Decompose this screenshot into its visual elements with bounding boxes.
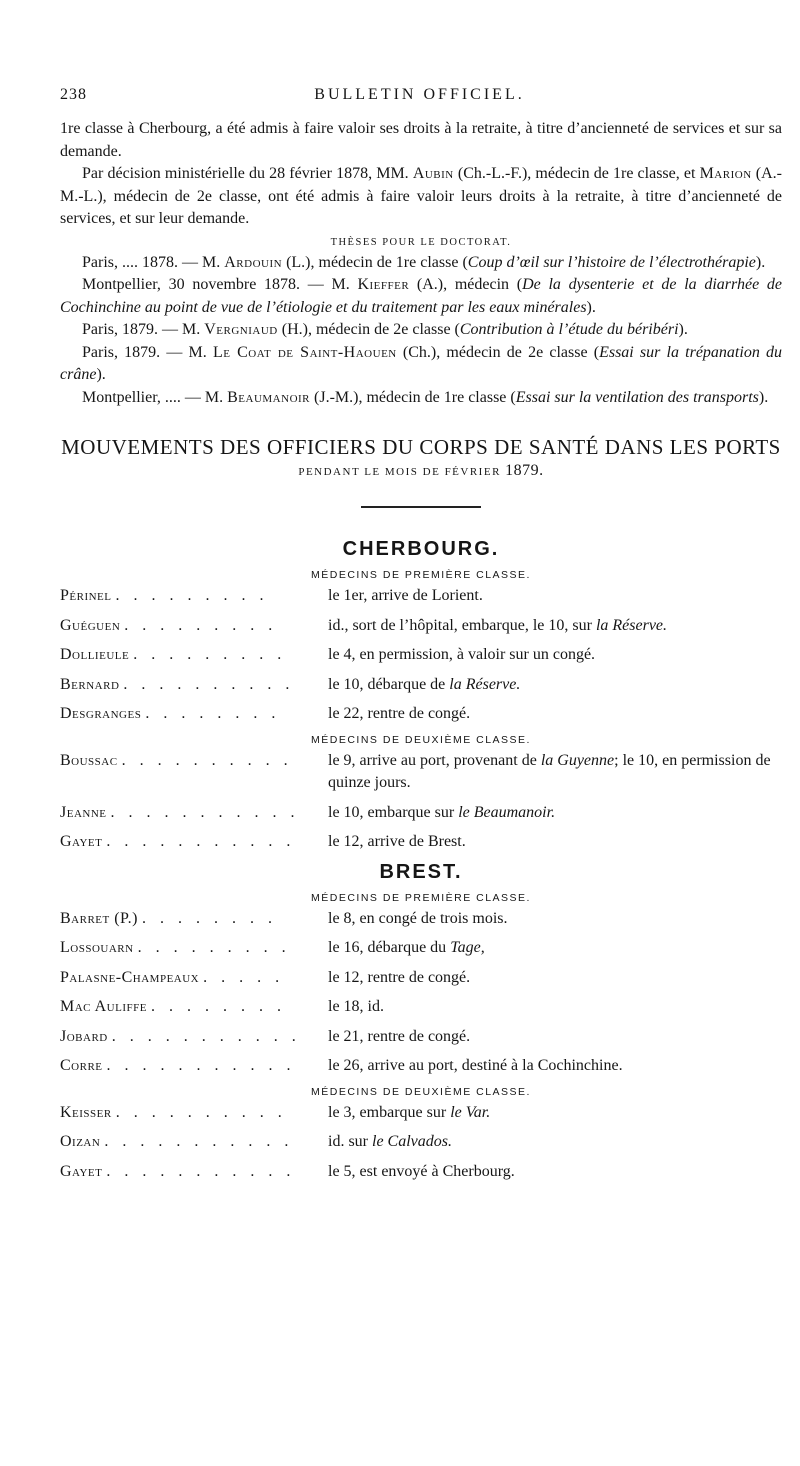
officer-entry: [60, 831, 782, 854]
officer-name-cell: [60, 674, 328, 697]
text-run: id. sur: [328, 1133, 372, 1150]
officer-name-cell: [60, 1161, 328, 1184]
movement-detail: [328, 674, 782, 697]
text-run: 1re classe à Cherbourg, a été admis à faire valoir ses droits à la retraite, à titre d’ancienneté de services et sur sa demande.: [60, 120, 782, 160]
officer-entry: [60, 703, 782, 726]
officer-entry: [60, 967, 782, 990]
leader-dots: . . . . . . . . .: [137, 939, 291, 956]
page-number: 238: [60, 86, 87, 103]
text-run: Montpellier, 30 novembre 1878. — M.: [82, 276, 358, 293]
officer-entry: [60, 674, 782, 697]
officer-name-cell: [60, 750, 328, 795]
officer-name: Mac Auliffe: [60, 998, 147, 1015]
text-run: le 1er, arrive de Lorient.: [328, 587, 483, 604]
port-heading: BREST.: [379, 860, 463, 883]
officer-entry: [60, 908, 782, 931]
text-run: (J.-M.), médecin de 1re classe (: [310, 388, 516, 406]
leader-dots: . . . . . . . . . .: [123, 675, 295, 693]
officer-entry: [60, 802, 782, 825]
officer-entry: [60, 1161, 782, 1184]
leader-dots: . . . . . . . . . . .: [111, 1027, 301, 1045]
leader-dots: . . . . . . . .: [150, 998, 286, 1015]
text-run: ).: [758, 388, 769, 406]
officer-name: Jeanne: [60, 803, 107, 821]
text-run: (A.), médecin (: [409, 276, 523, 293]
grade-heading: MÉDECINS DE PREMIÈRE CLASSE.: [311, 891, 531, 904]
text-run: Paris, .... 1878. — M.: [82, 253, 225, 271]
text-run: le 26, arrive au port, destiné à la Cochinchine.: [328, 1057, 623, 1074]
divider-rule: [361, 506, 481, 508]
theses-heading: THÈSES POUR LE DOCTORAT.: [330, 236, 512, 248]
leader-dots: . . . . . . . . . . .: [106, 833, 296, 850]
officer-name-cell: [60, 996, 328, 1019]
leader-dots: . . . . . . . . . .: [121, 751, 293, 769]
text-run: ).: [96, 366, 106, 383]
paragraph: [60, 163, 782, 231]
movement-detail: [328, 1055, 782, 1078]
person-name: Marion: [699, 165, 752, 182]
text-run: le 9, arrive au port, provenant de: [328, 751, 541, 769]
text-run: ).: [678, 321, 688, 338]
text-run: le 21, rentre de congé.: [328, 1027, 471, 1045]
movement-detail: [328, 703, 782, 726]
text-run: le 18, id.: [328, 998, 384, 1015]
thesis-entry: [60, 252, 782, 275]
officer-name: Dollieule: [60, 646, 130, 663]
theses-list: [60, 252, 782, 410]
officer-name-cell: [60, 1131, 328, 1154]
text-run: ; le 10, en permission de quinze jours.: [328, 751, 771, 791]
officer-name-cell: [60, 585, 328, 608]
officer-name-cell: [60, 967, 328, 990]
movement-detail: [328, 750, 782, 795]
text-run: Montpellier, .... — M.: [82, 388, 228, 406]
officer-name: Desgranges: [60, 705, 142, 722]
text-run: le 3, embarque sur: [328, 1103, 451, 1121]
section-title: MOUVEMENTS DES OFFICIERS DU CORPS DE SANTÉ DANS LES PORTS: [61, 435, 781, 459]
text-run: le 4, en permission, à valoir sur un congé.: [328, 646, 596, 663]
text-run: (Ch.), médecin de 2e classe (: [396, 343, 600, 361]
officer-name: Gayet: [60, 1162, 103, 1180]
italic-text: le Beaumanoir.: [458, 803, 556, 821]
text-run: ).: [586, 298, 596, 316]
officer-entry: [60, 1055, 782, 1078]
officer-name: Bernard: [60, 675, 120, 693]
officer-entry: [60, 585, 782, 608]
pendant-year: 1879.: [505, 462, 544, 479]
italic-text: De la dysenterie et de la diarrhée de Cochinchine au point de vue de l’étiologie et du traitement par les eaux minérales: [60, 276, 782, 316]
italic-text: la Guyenne: [540, 751, 615, 769]
officer-name-cell: [60, 802, 328, 825]
thesis-entry: [60, 319, 782, 342]
leader-dots: . . . . . . . . . . .: [106, 1162, 296, 1180]
officer-entry: [60, 1102, 782, 1125]
ports-list: [60, 538, 782, 1183]
person-name: Le Coat de Saint-Haouen: [212, 343, 397, 361]
thesis-entry: [60, 274, 782, 319]
officer-entry: [60, 1131, 782, 1154]
officer-name-cell: [60, 1055, 328, 1078]
officer-name: Périnel: [60, 587, 112, 604]
grade-heading: MÉDECINS DE PREMIÈRE CLASSE.: [311, 569, 531, 581]
leader-dots: . . . . . . . . . . .: [110, 803, 300, 821]
text-run: Par décision ministérielle du 28 février 1878, MM.: [82, 165, 413, 182]
officer-name-cell: [60, 1102, 328, 1125]
officer-name-cell: [60, 615, 328, 638]
officer-name-cell: [60, 703, 328, 726]
text-run: le 16, débarque du: [328, 939, 451, 956]
movement-detail: [328, 1161, 782, 1184]
text-run: (Ch.-L.-F.), médecin de 1re classe, et: [453, 165, 700, 182]
leader-dots: . . . . . . . .: [142, 909, 278, 927]
movement-detail: [328, 831, 782, 854]
movement-detail: [328, 615, 782, 638]
movement-detail: [328, 996, 782, 1019]
text-run: Paris, 1879. — M.: [82, 321, 205, 338]
officer-name: Keisser: [60, 1103, 112, 1121]
grade-heading: MÉDECINS DE DEUXIÈME CLASSE.: [311, 1085, 531, 1098]
text-run: le 10, embarque sur: [328, 803, 459, 821]
italic-text: la Réserve.: [595, 616, 668, 634]
officer-entry: [60, 750, 782, 795]
text-run: le 12, arrive de Brest.: [328, 833, 466, 850]
officer-entry: [60, 937, 782, 960]
movement-detail: [328, 1131, 782, 1154]
officer-name: Palasne-Champeaux: [60, 968, 200, 986]
text-run: le 10, débarque de: [328, 675, 450, 693]
movement-detail: [328, 585, 782, 608]
section-subtitle: [60, 462, 782, 480]
leader-dots: . . . . . . . . .: [133, 646, 287, 663]
text-run: (A.-M.-L.), médecin de 2e classe, ont été admis à faire valoir leurs droits à la retraite, à titre d’ancienneté de services, et sur leur demande.: [60, 165, 782, 227]
leader-dots: . . . . . . . . .: [115, 587, 269, 604]
text-run: ).: [755, 253, 766, 271]
officer-entry: [60, 1026, 782, 1049]
italic-text: Essai sur la ventilation des transports: [515, 388, 759, 406]
italic-text: Tage,: [450, 939, 485, 956]
leader-dots: . . . . .: [203, 968, 285, 986]
leader-dots: . . . . . . . . . . .: [104, 1133, 294, 1150]
officer-name: Oizan: [60, 1133, 101, 1150]
officer-name: Lossouarn: [60, 939, 134, 956]
italic-text: la Réserve.: [449, 675, 521, 693]
movement-detail: [328, 908, 782, 931]
person-name: Kieffer: [357, 276, 410, 293]
text-run: le 8, en congé de trois mois.: [328, 909, 508, 927]
thesis-entry: [60, 342, 782, 387]
movement-detail: [328, 1102, 782, 1125]
intro-section: [60, 118, 782, 231]
document-page: [60, 86, 782, 1190]
leader-dots: . . . . . . . . . . .: [106, 1057, 296, 1074]
italic-text: Essai sur la trépanation du crâne: [60, 343, 783, 383]
movement-detail: [328, 802, 782, 825]
person-name: Aubin: [412, 165, 454, 182]
movement-detail: [328, 967, 782, 990]
italic-text: le Calvados.: [372, 1133, 452, 1150]
text-run: (L.), médecin de 1re classe (: [282, 253, 468, 271]
officer-name: Barret (P.): [60, 909, 139, 927]
officer-name: Gayet: [60, 833, 103, 850]
movement-detail: [328, 937, 782, 960]
person-name: Ardouin: [224, 253, 283, 271]
officer-name-cell: [60, 1026, 328, 1049]
journal-title: BULLETIN OFFICIEL.: [314, 86, 525, 103]
officer-name-cell: [60, 644, 328, 667]
italic-text: Contribution à l’étude du béribéri: [459, 321, 679, 338]
pendant-label: PENDANT LE MOIS DE FÉVRIER: [298, 466, 501, 478]
leader-dots: . . . . . . . . .: [124, 616, 278, 634]
italic-text: Coup d’œil sur l’histoire de l’électrothérapie: [467, 253, 756, 271]
officer-entry: [60, 615, 782, 638]
officer-entry: [60, 996, 782, 1019]
thesis-entry: [60, 387, 782, 410]
italic-text: le Var.: [450, 1103, 491, 1121]
text-run: le 22, rentre de congé.: [328, 705, 471, 722]
movement-detail: [328, 1026, 782, 1049]
text-run: le 5, est envoyé à Cherbourg.: [328, 1162, 515, 1180]
officer-entry: [60, 644, 782, 667]
text-run: (H.), médecin de 2e classe (: [277, 321, 460, 338]
person-name: Beaumanoir: [227, 388, 311, 406]
movement-detail: [328, 644, 782, 667]
paragraph: [60, 118, 782, 163]
leader-dots: . . . . . . . . . .: [115, 1103, 287, 1121]
grade-heading: MÉDECINS DE DEUXIÈME CLASSE.: [311, 733, 531, 746]
officer-name-cell: [60, 937, 328, 960]
port-heading: CHERBOURG.: [342, 538, 500, 560]
text-run: le 12, rentre de congé.: [328, 968, 471, 986]
text-run: id., sort de l’hôpital, embarque, le 10, sur: [328, 616, 596, 634]
officer-name: Jobard: [60, 1027, 108, 1045]
text-run: Paris, 1879. — M.: [82, 343, 213, 361]
person-name: Vergniaud: [204, 321, 278, 338]
officer-name: Corre: [60, 1057, 103, 1074]
leader-dots: . . . . . . . .: [145, 705, 281, 722]
officer-name-cell: [60, 908, 328, 931]
officer-name-cell: [60, 831, 328, 854]
officer-name: Guéguen: [60, 616, 121, 634]
officer-name: Boussac: [60, 751, 118, 769]
running-header: [60, 86, 782, 104]
